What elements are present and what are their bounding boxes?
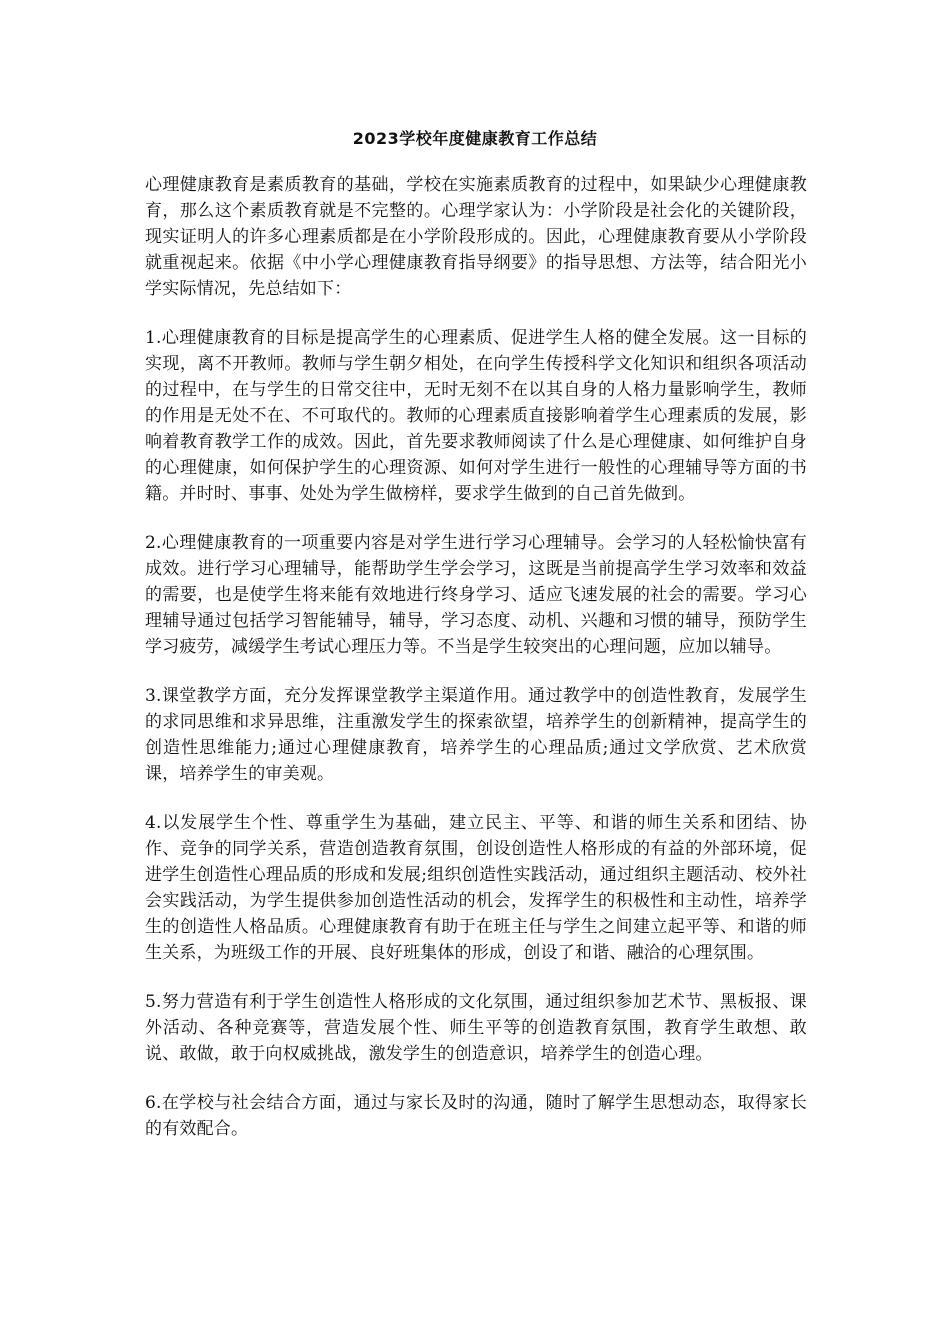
- document-body: [145, 172, 807, 1165]
- document-title: 2023学校年度健康教育工作总结: [352, 129, 598, 148]
- paragraph-1: 1.心理健康教育的目标是提高学生的心理素质、促进学生人格的健全发展。这一目标的实现，离不开教师。教师与学生朝夕相处，在向学生传授科学文化知识和组织各项活动的过程中，在与学生的日常交往中，无时无刻不在以其自身的人格力量影响学生，教师的作用是无处不在、不可取代的。教师的心理素质直接影响着学生心理素质的发展，影响着教育教学工作的成效。因此，首先要求教师阅读了什么是心理健康、如何维护自身的心理健康，如何保护学生的心理资源、如何对学生进行一般性的心理辅导等方面的书籍。并时时、事事、处处为学生做榜样，要求学生做到的自己首先做到。: [145, 328, 807, 504]
- paragraph-4: 4.以发展学生个性、尊重学生为基础，建立民主、平等、和谐的师生关系和团结、协作、竞争的同学关系，营造创造教育氛围，创设创造性人格形成的有益的外部环境，促进学生创造性心理品质的形成和发展;组织创造性实践活动，通过组织主题活动、校外社会实践活动，为学生提供参加创造性活动的机会，发挥学生的积极性和主动性，培养学生的创造性人格品质。心理健康教育有助于在班主任与学生之间建立起平等、和谐的师生关系，为班级工作的开展、良好班集体的形成，创设了和谐、融洽的心理氛围。: [145, 813, 807, 963]
- intro-paragraph: 心理健康教育是素质教育的基础，学校在实施素质教育的过程中，如果缺少心理健康教育，那么这个素质教育就是不完整的。心理学家认为：小学阶段是社会化的关键阶段，现实证明人的许多心理素质都是在小学阶段形成的。因此，心理健康教育要从小学阶段就重视起来。依据《中小学心理健康教育指导纲要》的指导思想、方法等，结合阳光小学实际情况，先总结如下：: [145, 175, 807, 299]
- paragraph-3: 3.课堂教学方面，充分发挥课堂教学主渠道作用。通过教学中的创造性教育，发展学生的求同思维和求异思维，注重激发学生的探索欲望，培养学生的创新精神，提高学生的创造性思维能力;通过心理健康教育，培养学生的心理品质;通过文学欣赏、艺术欣赏课，培养学生的审美观。: [145, 686, 807, 784]
- paragraph-5: 5.努力营造有利于学生创造性人格形成的文化氛围，通过组织参加艺术节、黑板报、课外活动、各种竞赛等，营造发展个性、师生平等的创造教育氛围，教育学生敢想、敢说、敢做，敢于向权威挑战，激发学生的创造意识，培养学生的创造心理。: [145, 992, 807, 1064]
- paragraph-2: 2.心理健康教育的一项重要内容是对学生进行学习心理辅导。会学习的人轻松愉快富有成效。进行学习心理辅导，能帮助学生学会学习，这既是当前提高学生学习效率和效益的需要，也是使学生将来能有效地进行终身学习、适应飞速发展的社会的需要。学习心理辅导通过包括学习智能辅导，辅导，学习态度、动机、兴趣和习惯的辅导，预防学生学习疲劳，减缓学生考试心理压力等。不当是学生较突出的心理问题，应加以辅导。: [145, 533, 807, 657]
- paragraph-6: 6.在学校与社会结合方面，通过与家长及时的沟通，随时了解学生思想动态，取得家长的有效配合。: [145, 1093, 807, 1139]
